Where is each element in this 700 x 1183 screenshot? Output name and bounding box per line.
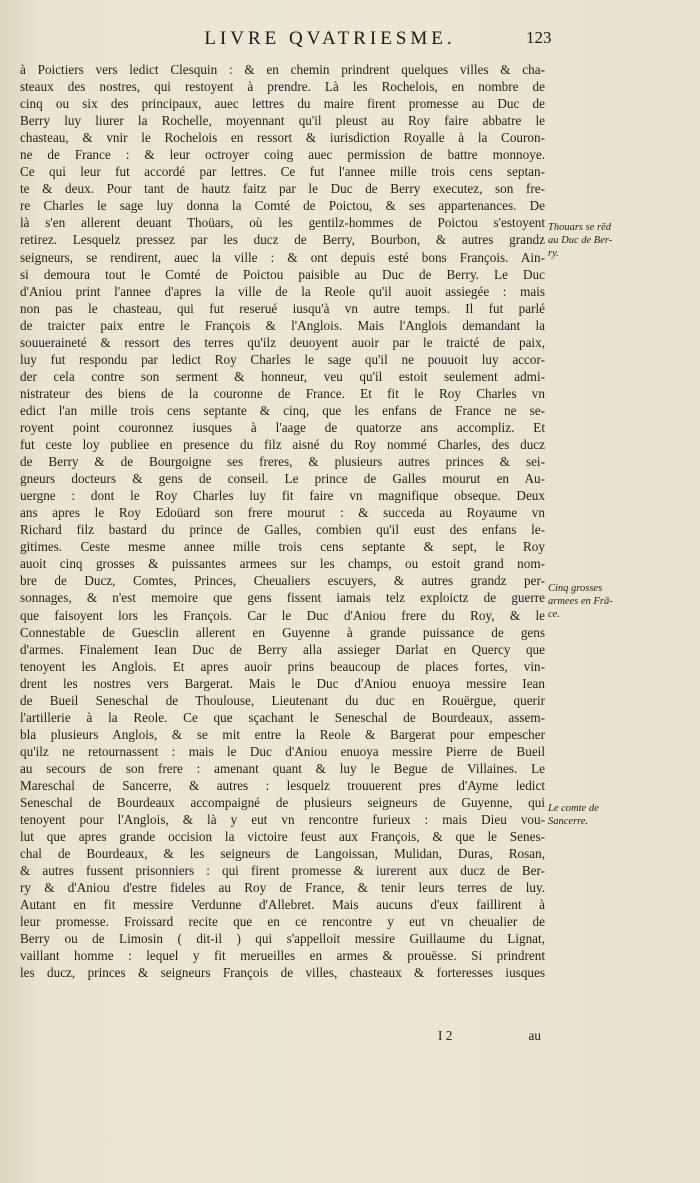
text-line: chal de Bourdeaux, & les seigneurs de Langoissan, Mulidan, Duras, Rosan, [20, 846, 545, 862]
margin-note-line: Le comte de [548, 803, 599, 814]
text-line: sonnages, & n'est memoire que gens fissent iamais telz exploictz de guerre [20, 590, 545, 606]
text-line: Autant en fit messire Verdunne d'Allebret. Mais aucuns d'eux faillirent à [20, 897, 545, 913]
text-line: edict l'an mille trois cens septante & cinq, que les enfans de France ne se- [20, 402, 545, 418]
text-line: ry & d'Aniou d'estre fideles au Roy de France, & tenir leurs terres de luy. [20, 880, 545, 896]
text-line: qu'ilz ne retournassent : mais le Duc d'Aniou enuoya messire Pierre de Bueil [20, 743, 545, 759]
text-line: souueraineté & ressort des terres qu'ilz deuoyent auoir par le traicté de paix, [20, 334, 545, 350]
text-line: gitimes. Ceste mesme annee mille trois cens septante & sept, le Roy [20, 539, 545, 555]
text-line: Connestable de Guesclin allerent en Guyenne à grande puissance de gens [20, 624, 545, 640]
text-line: Berry ou de Limosin ( dit-il ) qui s'appelloit messire Guillaume du Lignat, [20, 931, 545, 947]
text-line: l'artillerie à la Reole. Ce que sçachant le Seneschal de Bourdeaux, assem- [20, 709, 545, 725]
margin-note-line: Sancerre. [548, 816, 589, 827]
text-line: nistrateur des biens de la couronne de France. Et fit le Roy Charles vn [20, 385, 545, 401]
text-line: vaillant homme : lequel y fit merueilles en armes & prouësse. Si prindrent [20, 948, 545, 964]
text-line: cinq ou six des principaux, auec lettres du maire firent promesse au Duc de [20, 96, 545, 112]
text-line: gneurs docteurs & gens de conseil. Le prince de Galles mourut en Au- [20, 471, 545, 487]
margin-note-sancerre [548, 802, 698, 828]
text-line: si demoura tout le Comté de Poictou paisible au Duc de Berry. Le Duc [20, 266, 545, 282]
margin-note-thouars [548, 221, 698, 260]
text-line: royent point couronnez iusques à l'aage de quatorze ans accompliz. Et [20, 419, 545, 435]
margin-note-line: armees en Frā- [548, 596, 613, 607]
text-line: non pas le chasteau, qui fut reserué iusqu'à vn autre temps. Il fut parlé [20, 300, 545, 316]
text-line: luy fut respondu par ledict Roy Charles le sage qu'il ne pouuoit luy accor- [20, 351, 545, 367]
text-line: der cela contre son serment & honneur, veu qu'il estoit seulement admi- [20, 368, 545, 384]
margin-note-line: au Duc de Ber- [548, 235, 613, 246]
footer-line [20, 1027, 545, 1044]
text-line: retirez. Lesquelz pressez par les ducz de Berry, Bourbon, & autres grandz [20, 232, 545, 248]
text-line: les ducz, princes & seigneurs François de villes, chasteaux & forteresses iusques [20, 965, 545, 981]
text-line: & autres fussent prisonniers : qui firent promesse & iurerent aux ducz de Ber- [20, 863, 545, 879]
text-line: de traicter paix entre le François & l'Anglois. Mais l'Anglois demandant la [20, 317, 545, 333]
text-line: de Berry & de Bourgoigne ses freres, & plusieurs autres princes & sei- [20, 454, 545, 470]
text-line: bre de Ducz, Comtes, Princes, Cheualiers escuyers, & autres grandz per- [20, 573, 545, 589]
text-line: que faisoyent lors les François. Car le Duc d'Aniou frere du Roy, & le [20, 607, 545, 623]
text-line: Mareschal de Sancerre, & autres : lesquelz trouuerent pres d'Ayme ledict [20, 777, 545, 793]
margin-note-line: ry. [548, 248, 559, 259]
text-line: Berry luy liurer la Rochelle, moyennant qu'il pleust au Roy faire abbatre le [20, 113, 545, 129]
margin-note-line: Cinq grosses [548, 583, 603, 594]
text-line: leur promesse. Froissard recite que en ce rencontre y eut vn cheualier de [20, 914, 545, 930]
text-line: bla plusieurs Anglois, & se mit entre la Reole & Bargerat pour empescher [20, 726, 545, 742]
catchword: au [528, 1028, 541, 1043]
text-line: tenoyent pour l'Anglois, & là y eut vn rencontre furieux : mais Dieu vou- [20, 812, 545, 828]
page-number: 123 [526, 28, 552, 47]
text-line: au secours de son frere : amenant quant & luy le Begue de Villaines. Le [20, 760, 545, 776]
text-line: de Bueil Seneschal de Thoulouse, Lieutenant du duc en Rouërgue, querir [20, 692, 545, 708]
text-line: re Charles le sage luy donna la Comté de Poictou, & ses appartenances. De [20, 198, 545, 214]
text-line: te & deux. Pour tant de hautz faitz par le Duc de Berry executez, son fre- [20, 181, 545, 197]
text-line: drent les nostres vers Bargerat. Mais le Duc d'Aniou enuoya messire Iean [20, 675, 545, 691]
margin-note-line: ce. [548, 609, 560, 620]
margin-note-line: Thouars se rēd [548, 222, 612, 233]
text-line: auoit cinq grosses & puissantes armees sur les champs, ou estoit grand nom- [20, 556, 545, 572]
margin-note-armees [548, 582, 698, 621]
text-line: lut que apres grande occision la victoire feust aux François, & que le Senes- [20, 829, 545, 845]
text-line: fut ceste loy publiee en presence du filz aisné du Roy nommé Charles, des ducz [20, 437, 545, 453]
text-line: là s'en allerent deuant Thoüars, où les gentilz-hommes de Poictou s'estoyent [20, 215, 545, 231]
text-line: à Poictiers vers ledict Clesquin : & en chemin prindrent quelques villes & cha- [20, 62, 545, 77]
body-text [20, 61, 545, 982]
running-title: LIVRE QVATRIESME. [204, 28, 456, 49]
text-line: steaux des nostres, qui restoyent à prendre. Là les Rochelois, en nombre de [20, 79, 545, 95]
text-line: ans apres le Roy Edoüard son frere mourut : & succeda au Royaume vn [20, 505, 545, 521]
text-line: uergne : dont le Roy Charles luy fit faire vn magnifique obseque. Deux [20, 488, 545, 504]
text-line: seigneurs, se rendirent, auec la ville : & ont depuis esté bons François. Ain- [20, 249, 545, 265]
text-line: d'armes. Finalement Iean Duc de Berry alla assieger Darlat en Quercy que [20, 641, 545, 657]
text-line: tenoyent les Anglois. Et apres auoir prins beaucoup de places fortes, vin- [20, 658, 545, 674]
text-line: ne de France : & leur octroyer coing auec permission de battre monnoye. [20, 147, 545, 163]
text-line: chasteau, & vnir le Rochelois en ressort & iurisdiction Royalle à la Couron- [20, 130, 545, 146]
text-line: d'Aniou print l'annee d'apres la ville de la Reole qu'il auoit assiegée : mais [20, 283, 545, 299]
text-line: Seneschal de Bourdeaux accompaigné de plusieurs seigneurs de Guyenne, qui [20, 795, 545, 811]
text-line: Richard filz bastard du prince de Galles, combien qu'il eust des enfans le- [20, 522, 545, 538]
signature-mark: I 2 [438, 1028, 453, 1043]
text-line: Ce qui leur fut accordé par lettres. Ce fut l'annee mille trois cens septan- [20, 164, 545, 180]
